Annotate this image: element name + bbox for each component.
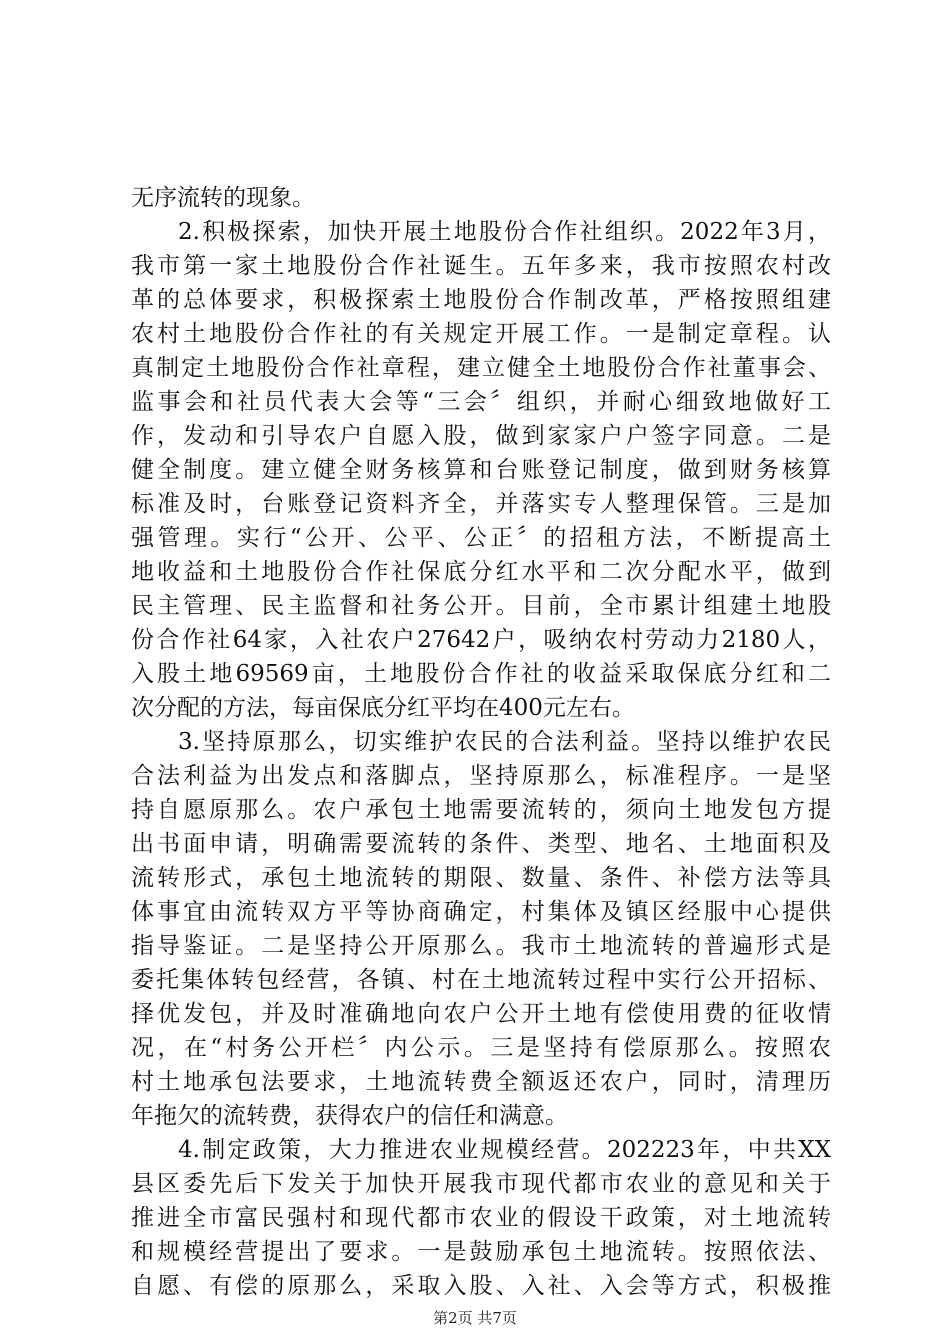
text-line: 次分配的方法，每亩保底分红平均在400元左右。 xyxy=(131,695,635,721)
text-line: 真制定土地股份合作社章程，建立健全土地股份合作社董事会、 xyxy=(131,355,831,381)
text-line: 标准及时，台账登记资料齐全，并落实专人整理保管。三是加 xyxy=(131,491,831,517)
text-line: 流转形式，承包土地流转的期限、数量、条件、补偿方法等具 xyxy=(131,865,831,891)
text-line: 健全制度。建立健全财务核算和台账登记制度，做到财务核算 xyxy=(131,457,831,483)
text-line: 地收益和土地股份合作社保底分红水平和二次分配水平，做到 xyxy=(131,559,831,585)
text-line: 择优发包，并及时准确地向农户公开土地有偿使用费的征收情 xyxy=(131,1001,831,1027)
text-line: 况，在“村务公开栏〞内公示。三是坚持有偿原那么。按照农 xyxy=(131,1035,831,1061)
text-line: 监事会和社员代表大会等“三会〞组织，并耐心细致地做好工 xyxy=(131,389,831,415)
text-line: 和规模经营提出了要求。一是鼓励承包土地流转。按照依法、 xyxy=(131,1239,831,1265)
text-line: 村土地承包法要求，土地流转费全额返还农户，同时，清理历 xyxy=(131,1069,831,1095)
text-line: 持自愿原那么。农户承包土地需要流转的，须向土地发包方提 xyxy=(131,797,831,823)
text-line: 作，发动和引导农户自愿入股，做到家家户户签字同意。二是 xyxy=(131,423,831,449)
text-line: 指导鉴证。二是坚持公开原那么。我市土地流转的普遍形式是 xyxy=(131,933,831,959)
text-line: 入股土地69569亩，土地股份合作社的收益采取保底分红和二 xyxy=(131,661,831,687)
text-line: 农村土地股份合作社的有关规定开展工作。一是制定章程。认 xyxy=(131,321,831,347)
text-line: 民主管理、民主监督和社务公开。目前，全市累计组建土地股 xyxy=(131,593,831,619)
paragraph-heading-line: 4.制定政策，大力推进农业规模经营。202223年，中共XX xyxy=(178,1137,831,1163)
text-line: 无序流转的现象。 xyxy=(131,185,315,211)
text-line: 县区委先后下发关于加快开展我市现代都市农业的意见和关于 xyxy=(131,1171,831,1197)
page-number-footer: 第2页 共7页 xyxy=(433,1309,517,1327)
text-line: 份合作社64家，入社农户27642户，吸纳农村劳动力2180人， xyxy=(131,627,831,653)
text-line: 自愿、有偿的原那么，采取入股、入社、入会等方式，积极推 xyxy=(131,1273,831,1299)
text-line: 委托集体转包经营，各镇、村在土地流转过程中实行公开招标、 xyxy=(131,967,831,993)
text-line: 合法利益为出发点和落脚点，坚持原那么，标准程序。一是坚 xyxy=(131,763,831,789)
text-line: 我市第一家土地股份合作社诞生。五年多来，我市按照农村改 xyxy=(131,253,831,279)
paragraph-heading-line: 3.坚持原那么，切实维护农民的合法利益。坚持以维护农民 xyxy=(178,729,831,755)
text-line: 出书面申请，明确需要流转的条件、类型、地名、土地面积及 xyxy=(131,831,831,857)
text-line: 年拖欠的流转费，获得农户的信任和满意。 xyxy=(131,1103,568,1129)
text-line: 体事宜由流转双方平等协商确定，村集体及镇区经服中心提供 xyxy=(131,899,831,925)
text-line: 强管理。实行“公开、公平、公正〞的招租方法，不断提高土 xyxy=(131,525,831,551)
paragraph-heading-line: 2.积极探索，加快开展土地股份合作社组织。2022年3月， xyxy=(178,219,831,245)
text-line: 革的总体要求，积极探索土地股份合作制改革，严格按照组建 xyxy=(131,287,831,313)
text-line: 推进全市富民强村和现代都市农业的假设干政策，对土地流转 xyxy=(131,1205,831,1231)
